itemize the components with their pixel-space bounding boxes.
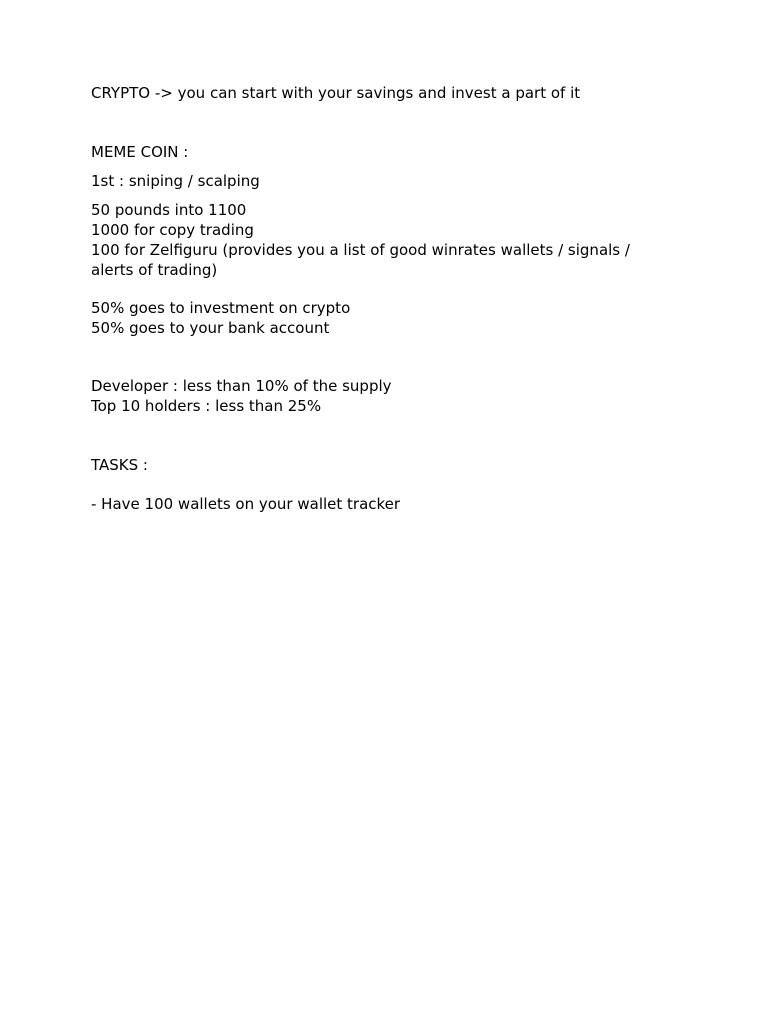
budget-line-3: 100 for Zelfiguru (provides you a list of good winrates wallets / signals / alerts of trading) xyxy=(91,241,630,279)
intro-text: CRYPTO -> you can start with your savings and invest a part of it xyxy=(91,84,581,102)
strategy-text: 1st : sniping / scalping xyxy=(91,172,260,190)
budget-line-1: 50 pounds into 1100 xyxy=(91,201,247,219)
criteria-line-2: Top 10 holders : less than 25% xyxy=(91,397,322,415)
allocation-line-2: 50% goes to your bank account xyxy=(91,319,330,337)
task-item: - Have 100 wallets on your wallet tracker xyxy=(91,495,401,513)
budget-line-2: 1000 for copy trading xyxy=(91,221,254,239)
tasks-heading: TASKS : xyxy=(91,456,148,474)
allocation-line-1: 50% goes to investment on crypto xyxy=(91,299,351,317)
criteria-line-1: Developer : less than 10% of the supply xyxy=(91,377,392,395)
meme-coin-heading: MEME COIN : xyxy=(91,143,189,161)
